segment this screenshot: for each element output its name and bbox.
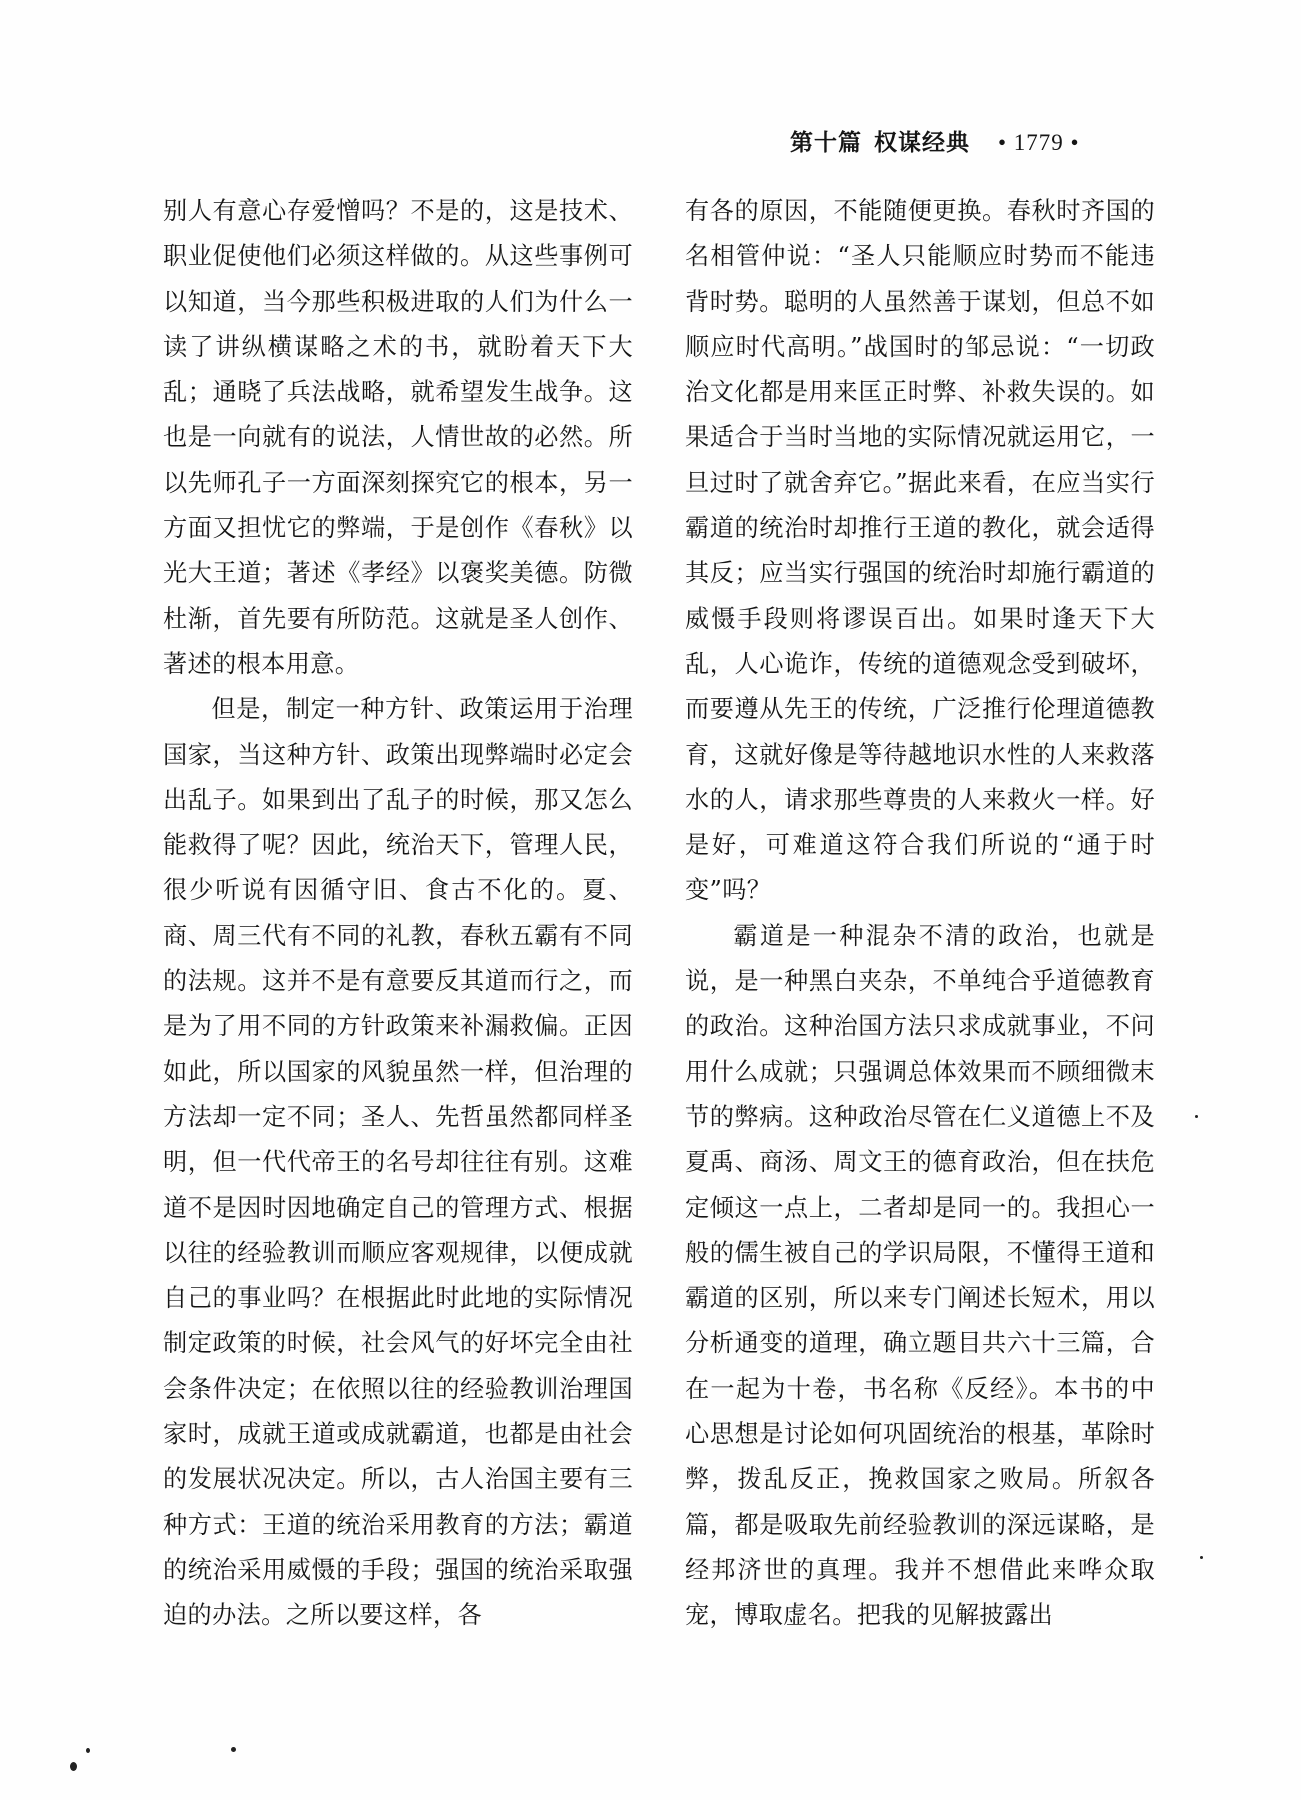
left-text-column (163, 189, 633, 1639)
page-number: • 1779 • (998, 130, 1080, 155)
paragraph-continued: 别人有意心存爱憎吗？不是的，这是技术、职业促使他们必须这样做的。从这些事例可以知道，当今那些积极进取的人们为什么一读了讲纵横谋略之术的书，就盼着天下大乱；通晓了兵法战略，就希望发生战争。这也是一向就有的说法，人情世故的必然。所以先师孔子一方面深刻探究它的根本，另一方面又担忧它的弊端，于是创作《春秋》以光大王道；著述《孝经》以褒奖美德。防微杜渐，首先要有所防范。这就是圣人创作、著述的根本用意。 (163, 197, 633, 678)
running-header (790, 124, 1170, 154)
scan-speck (231, 1747, 236, 1752)
right-text-column (685, 189, 1155, 1639)
scan-speck (86, 1748, 90, 1753)
paragraph-continued: 有各的原因，不能随便更换。春秋时齐国的名相管仲说：“圣人只能顺应时势而不能违背时势。聪明的人虽然善于谋划，但总不如顺应时代高明。”战国时的邹忌说：“一切政治文化都是用来匡正时弊、补救失误的。如果适合于当时当地的实际情况就运用它，一旦过时了就舍弃它。”据此来看，在应当实行霸道的统治时却推行王道的教化，就会适得其反；应当实行强国的统治时却施行霸道的威慑手段则将谬误百出。如果时逢天下大乱，人心诡诈，传统的道德观念受到破坏，而要遵从先王的传统，广泛推行伦理道德教育，这就好像是等待越地识水性的人来救落水的人，请求那些尊贵的人来救火一样。好是好，可难道这符合我们所说的“通于时变”吗？ (685, 197, 1155, 905)
scan-speck (70, 1762, 77, 1771)
header-section-title: 权谋经典 (874, 129, 970, 156)
paragraph: 但是，制定一种方针、政策运用于治理国家，当这种方针、政策出现弊端时必定会出乱子。如果到出了乱子的时候，那又怎么能救得了呢？因此，统治天下，管理人民，很少听说有因循守旧、食古不化的。夏、商、周三代有不同的礼教，春秋五霸有不同的法规。这并不是有意要反其道而行之，而是为了用不同的方针政策来补漏救偏。正因如此，所以国家的风貌虽然一样，但治理的方法却一定不同；圣人、先哲虽然都同样圣明，但一代代帝王的名号却往往有别。这难道不是因时因地确定自己的管理方式、根据以往的经验教训而顺应客观规律，以便成就自己的事业吗？在根据此时此地的实际情况制定政策的时候，社会风气的好坏完全由社会条件决定；在依照以往的经验教训治理国家时，成就王道或成就霸道，也都是由社会的发展状况决定。所以，古人治国主要有三种方式：王道的统治采用教育的方法；霸道的统治采用威慑的手段；强国的统治采取强迫的办法。之所以要这样，各 (163, 695, 633, 1630)
header-part-label: 第十篇 (790, 129, 862, 156)
scan-speck (1195, 1115, 1198, 1118)
scan-speck (1200, 1556, 1203, 1559)
paragraph: 霸道是一种混杂不清的政治，也就是说，是一种黑白夹杂，不单纯合乎道德教育的政治。这种治国方法只求成就事业，不问用什么成就；只强调总体效果而不顾细微末节的弊病。这种政治尽管在仁义道德上不及夏禹、商汤、周文王的德育政治，但在扶危定倾这一点上，二者却是同一的。我担心一般的儒生被自己的学识局限，不懂得王道和霸道的区别，所以来专门阐述长短术，用以分析通变的道理，确立题目共六十三篇，合在一起为十卷，书名称《反经》。本书的中心思想是讨论如何巩固统治的根基，革除时弊，拨乱反正，挽救国家之败局。所叙各篇，都是吸取先前经验教训的深远谋略，是经邦济世的真理。我并不想借此来哗众取宠，博取虚名。把我的见解披露出 (685, 921, 1155, 1630)
